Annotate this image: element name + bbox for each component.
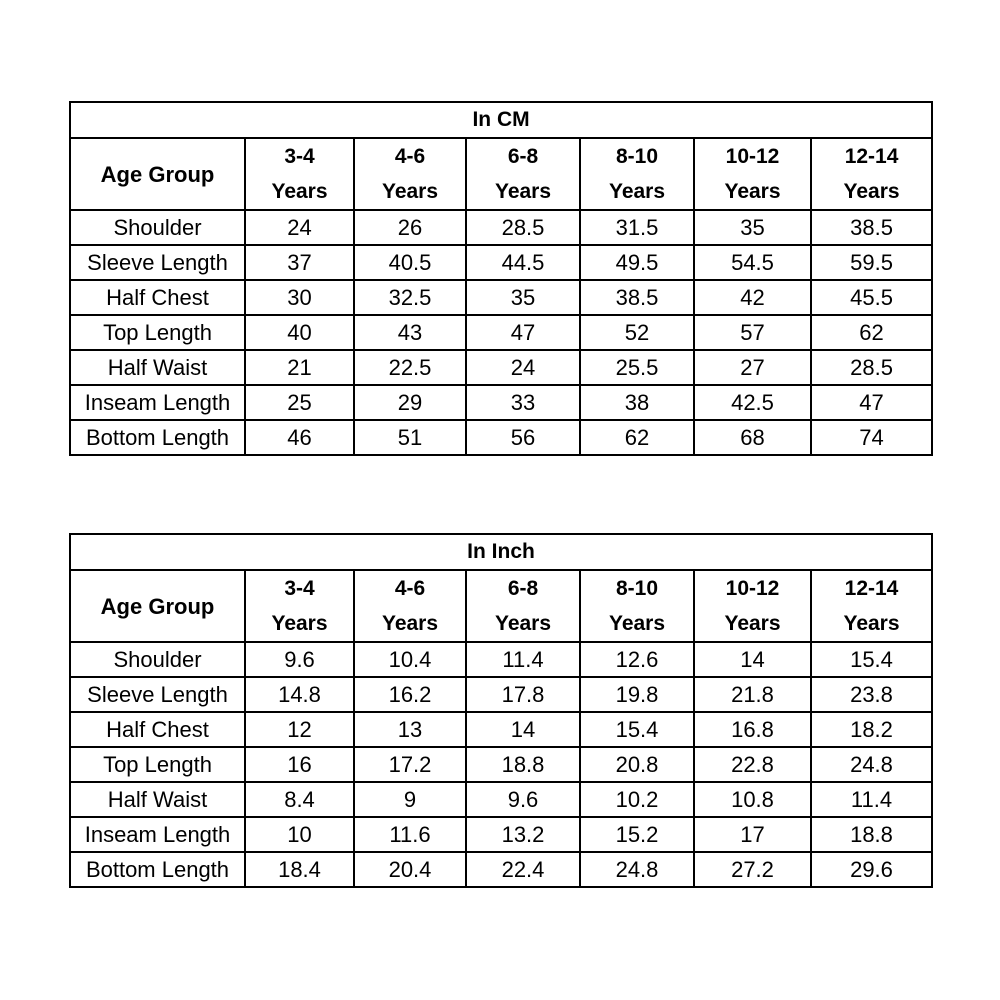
measurement-label: Inseam Length [70,817,245,852]
measurement-value: 57 [694,315,811,350]
measurement-value: 32.5 [354,280,466,315]
measurement-value: 9 [354,782,466,817]
measurement-value: 18.8 [811,817,932,852]
age-column-header [245,138,354,210]
measurement-value: 15.4 [580,712,694,747]
measurement-value: 38.5 [811,210,932,245]
measurement-label: Inseam Length [70,385,245,420]
measurement-value: 18.4 [245,852,354,887]
measurement-value: 10 [245,817,354,852]
measurement-label: Half Chest [70,280,245,315]
age-column-header [580,138,694,210]
measurement-label: Sleeve Length [70,677,245,712]
age-column-header [354,138,466,210]
measurement-value: 13.2 [466,817,580,852]
measurement-value: 20.4 [354,852,466,887]
measurement-value: 13 [354,712,466,747]
measurement-label: Bottom Length [70,420,245,455]
size-table-inch [69,533,933,888]
measurement-value: 22.8 [694,747,811,782]
measurement-value: 8.4 [245,782,354,817]
table-row [70,385,932,420]
years-label: Years [271,180,328,203]
age-range-label: 4-6 [394,577,426,600]
measurement-value: 14.8 [245,677,354,712]
measurement-value: 17.2 [354,747,466,782]
measurement-value: 62 [580,420,694,455]
measurement-label: Bottom Length [70,852,245,887]
measurement-value: 42 [694,280,811,315]
measurement-value: 40 [245,315,354,350]
table-row [70,350,932,385]
table-title: In CM [70,102,932,138]
table-row [70,210,932,245]
measurement-value: 10.2 [580,782,694,817]
measurement-value: 29.6 [811,852,932,887]
measurement-value: 11.4 [811,782,932,817]
table-title: In Inch [70,534,932,570]
measurement-value: 9.6 [466,782,580,817]
measurement-value: 10.4 [354,642,466,677]
measurement-value: 68 [694,420,811,455]
measurement-value: 28.5 [811,350,932,385]
age-range-label: 6-8 [507,577,539,600]
measurement-label: Top Length [70,315,245,350]
measurement-value: 37 [245,245,354,280]
age-range-label: 8-10 [615,577,659,600]
age-column-header [694,570,811,642]
table-row [70,245,932,280]
measurement-value: 29 [354,385,466,420]
years-label: Years [608,180,666,203]
measurement-value: 16.2 [354,677,466,712]
measurement-value: 38 [580,385,694,420]
measurement-value: 62 [811,315,932,350]
measurement-value: 22.4 [466,852,580,887]
table-header-row [70,570,932,642]
measurement-value: 24.8 [811,747,932,782]
measurement-value: 15.4 [811,642,932,677]
measurement-value: 30 [245,280,354,315]
table-title-row [70,534,932,570]
years-label: Years [271,612,328,635]
measurement-value: 42.5 [694,385,811,420]
measurement-value: 17.8 [466,677,580,712]
measurement-value: 26 [354,210,466,245]
measurement-value: 40.5 [354,245,466,280]
measurement-value: 19.8 [580,677,694,712]
age-column-header [811,570,932,642]
table-row [70,642,932,677]
years-label: Years [381,180,439,203]
measurement-value: 10.8 [694,782,811,817]
measurement-value: 45.5 [811,280,932,315]
measurement-value: 27 [694,350,811,385]
measurement-value: 11.4 [466,642,580,677]
measurement-value: 16.8 [694,712,811,747]
table-header-row [70,138,932,210]
measurement-value: 51 [354,420,466,455]
measurement-value: 59.5 [811,245,932,280]
measurement-value: 24 [245,210,354,245]
measurement-value: 21 [245,350,354,385]
table-row [70,817,932,852]
table-row [70,782,932,817]
measurement-value: 22.5 [354,350,466,385]
measurement-label: Top Length [70,747,245,782]
measurement-value: 74 [811,420,932,455]
measurement-label: Half Waist [70,350,245,385]
table-row [70,280,932,315]
age-column-header [580,570,694,642]
measurement-value: 25.5 [580,350,694,385]
age-range-label: 12-14 [844,577,899,600]
measurement-value: 14 [694,642,811,677]
measurement-value: 11.6 [354,817,466,852]
measurement-label: Half Waist [70,782,245,817]
measurement-value: 15.2 [580,817,694,852]
table-row [70,677,932,712]
age-column-header [466,138,580,210]
measurement-value: 43 [354,315,466,350]
years-label: Years [724,180,781,203]
measurement-value: 52 [580,315,694,350]
age-range-label: 3-4 [284,577,315,600]
age-group-header: Age Group [70,570,245,642]
years-label: Years [494,612,552,635]
age-range-label: 8-10 [615,145,659,168]
table-row [70,852,932,887]
measurement-value: 25 [245,385,354,420]
age-column-header [245,570,354,642]
measurement-value: 24 [466,350,580,385]
measurement-value: 23.8 [811,677,932,712]
table-row [70,420,932,455]
measurement-value: 54.5 [694,245,811,280]
measurement-value: 24.8 [580,852,694,887]
table-title-row [70,102,932,138]
age-column-header [354,570,466,642]
table-row [70,712,932,747]
table-row [70,315,932,350]
measurement-value: 35 [694,210,811,245]
years-label: Years [843,180,900,203]
measurement-value: 14 [466,712,580,747]
measurement-value: 27.2 [694,852,811,887]
measurement-label: Shoulder [70,210,245,245]
measurement-value: 46 [245,420,354,455]
measurement-value: 9.6 [245,642,354,677]
measurement-value: 12.6 [580,642,694,677]
table-row [70,747,932,782]
years-label: Years [381,612,439,635]
measurement-value: 18.8 [466,747,580,782]
measurement-value: 38.5 [580,280,694,315]
age-range-label: 10-12 [725,145,780,168]
measurement-label: Sleeve Length [70,245,245,280]
measurement-value: 47 [811,385,932,420]
age-range-label: 6-8 [507,145,539,168]
age-range-label: 12-14 [844,145,899,168]
age-range-label: 10-12 [725,577,780,600]
measurement-value: 33 [466,385,580,420]
age-group-header: Age Group [70,138,245,210]
age-range-label: 3-4 [284,145,315,168]
age-column-header [811,138,932,210]
measurement-value: 17 [694,817,811,852]
age-column-header [694,138,811,210]
years-label: Years [608,612,666,635]
measurement-value: 56 [466,420,580,455]
measurement-value: 35 [466,280,580,315]
measurement-value: 18.2 [811,712,932,747]
measurement-value: 47 [466,315,580,350]
years-label: Years [494,180,552,203]
measurement-value: 21.8 [694,677,811,712]
measurement-value: 49.5 [580,245,694,280]
measurement-label: Shoulder [70,642,245,677]
measurement-value: 20.8 [580,747,694,782]
age-range-label: 4-6 [394,145,426,168]
age-column-header [466,570,580,642]
measurement-value: 12 [245,712,354,747]
measurement-label: Half Chest [70,712,245,747]
size-table-cm [69,101,933,456]
years-label: Years [843,612,900,635]
measurement-value: 31.5 [580,210,694,245]
measurement-value: 16 [245,747,354,782]
years-label: Years [724,612,781,635]
measurement-value: 44.5 [466,245,580,280]
measurement-value: 28.5 [466,210,580,245]
